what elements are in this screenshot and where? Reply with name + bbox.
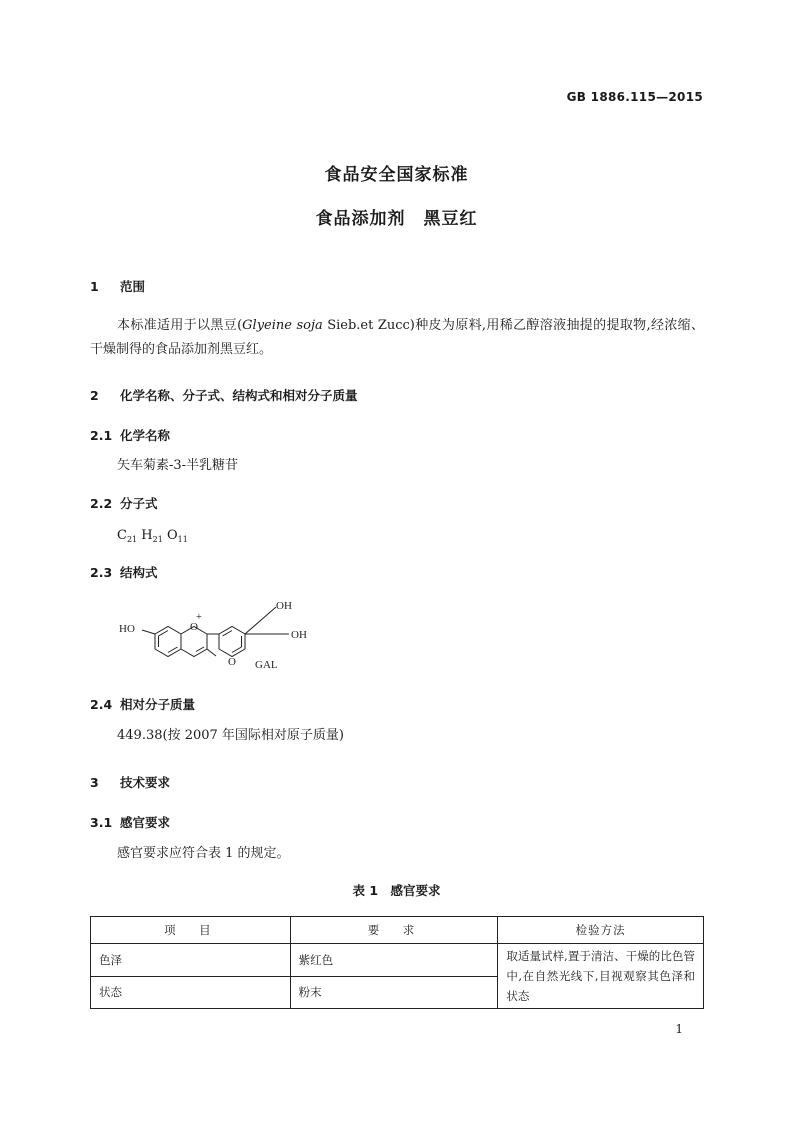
document-subtitle: 食品添加剂 黑豆红 (315, 209, 478, 229)
section-3-heading (90, 773, 170, 791)
section-2-4-heading (90, 695, 195, 713)
section-number: 2.3 (90, 565, 113, 580)
table-cell-requirement: 粉末 (290, 976, 498, 1009)
ho-label: HO (119, 623, 135, 635)
section-2-heading (90, 386, 358, 404)
charge-label: + (196, 612, 202, 623)
molecular-formula (117, 524, 188, 552)
section-number: 3.1 (90, 815, 113, 830)
section-title: 技术要求 (120, 775, 171, 790)
table-cell-item: 色泽 (91, 944, 291, 977)
section-title: 结构式 (120, 565, 158, 580)
table-cell-requirement: 紫红色 (290, 944, 498, 977)
table-row (91, 944, 704, 977)
section-number: 2 (90, 388, 99, 403)
section-number: 2.1 (90, 428, 113, 443)
element-h: H (141, 528, 153, 543)
oh-top-label: OH (276, 600, 292, 612)
sensory-requirement-text: 感官要求应符合表 1 的规定。 (117, 846, 290, 861)
sensory-requirements-table (90, 916, 704, 1009)
table-cell-method: 取适量试样,置于清洁、干燥的比色管中,在自然光线下,目视观察其色泽和状态 (498, 944, 704, 1009)
oxonium-label: O (190, 621, 198, 633)
section-number: 2.4 (90, 697, 113, 712)
section-2-2-heading (90, 494, 158, 512)
section-number: 2.2 (90, 496, 113, 511)
latin-name: Glyeine soja (242, 318, 323, 333)
section-title: 化学名称、分子式、结构式和相对分子质量 (120, 388, 358, 403)
table-caption: 表 1 感官要求 (352, 883, 441, 898)
chemical-name: 矢车菊素-3-半乳糖苷 (117, 458, 239, 473)
element-o: O (166, 528, 178, 543)
table-header-row (91, 917, 704, 944)
table-header-cell: 检验方法 (498, 917, 704, 944)
molecular-mass: 449.38(按 2007 年国际相对原子质量) (117, 728, 344, 743)
section-title: 感官要求 (120, 815, 171, 830)
section-1-heading (90, 277, 145, 295)
gal-label: GAL (255, 659, 278, 671)
structural-formula (115, 592, 315, 676)
o-bottom-label: O (228, 656, 236, 668)
section-2-1-heading (90, 426, 170, 444)
section-title: 分子式 (120, 496, 158, 511)
scope-text-after: Sieb.et Zucc)种皮为原料,用稀乙醇溶液抽提的提取物,经浓缩、干燥制得的食品添加剂黑豆红。 (90, 318, 705, 357)
section-number: 1 (90, 279, 99, 294)
subscript: 21 (126, 535, 138, 544)
section-3-1-heading (90, 813, 170, 831)
document-title: 食品安全国家标准 (324, 165, 469, 185)
oh-right-label: OH (291, 629, 307, 641)
standard-code: GB 1886.115—2015 (566, 90, 703, 104)
page-number: 1 (675, 1022, 683, 1036)
section-title: 化学名称 (120, 428, 171, 443)
subscript: 11 (177, 535, 188, 544)
section-2-3-heading (90, 563, 158, 581)
subscript: 21 (152, 535, 163, 544)
table-cell-item: 状态 (91, 976, 291, 1009)
table-header-cell: 项 目 (91, 917, 291, 944)
section-title: 相对分子质量 (120, 697, 196, 712)
scope-paragraph (90, 314, 704, 362)
element-c: C (117, 528, 127, 543)
scope-text-before: 本标准适用于以黑豆( (117, 318, 243, 333)
table-header-cell: 要 求 (290, 917, 498, 944)
section-number: 3 (90, 775, 99, 790)
section-title: 范围 (120, 279, 146, 294)
